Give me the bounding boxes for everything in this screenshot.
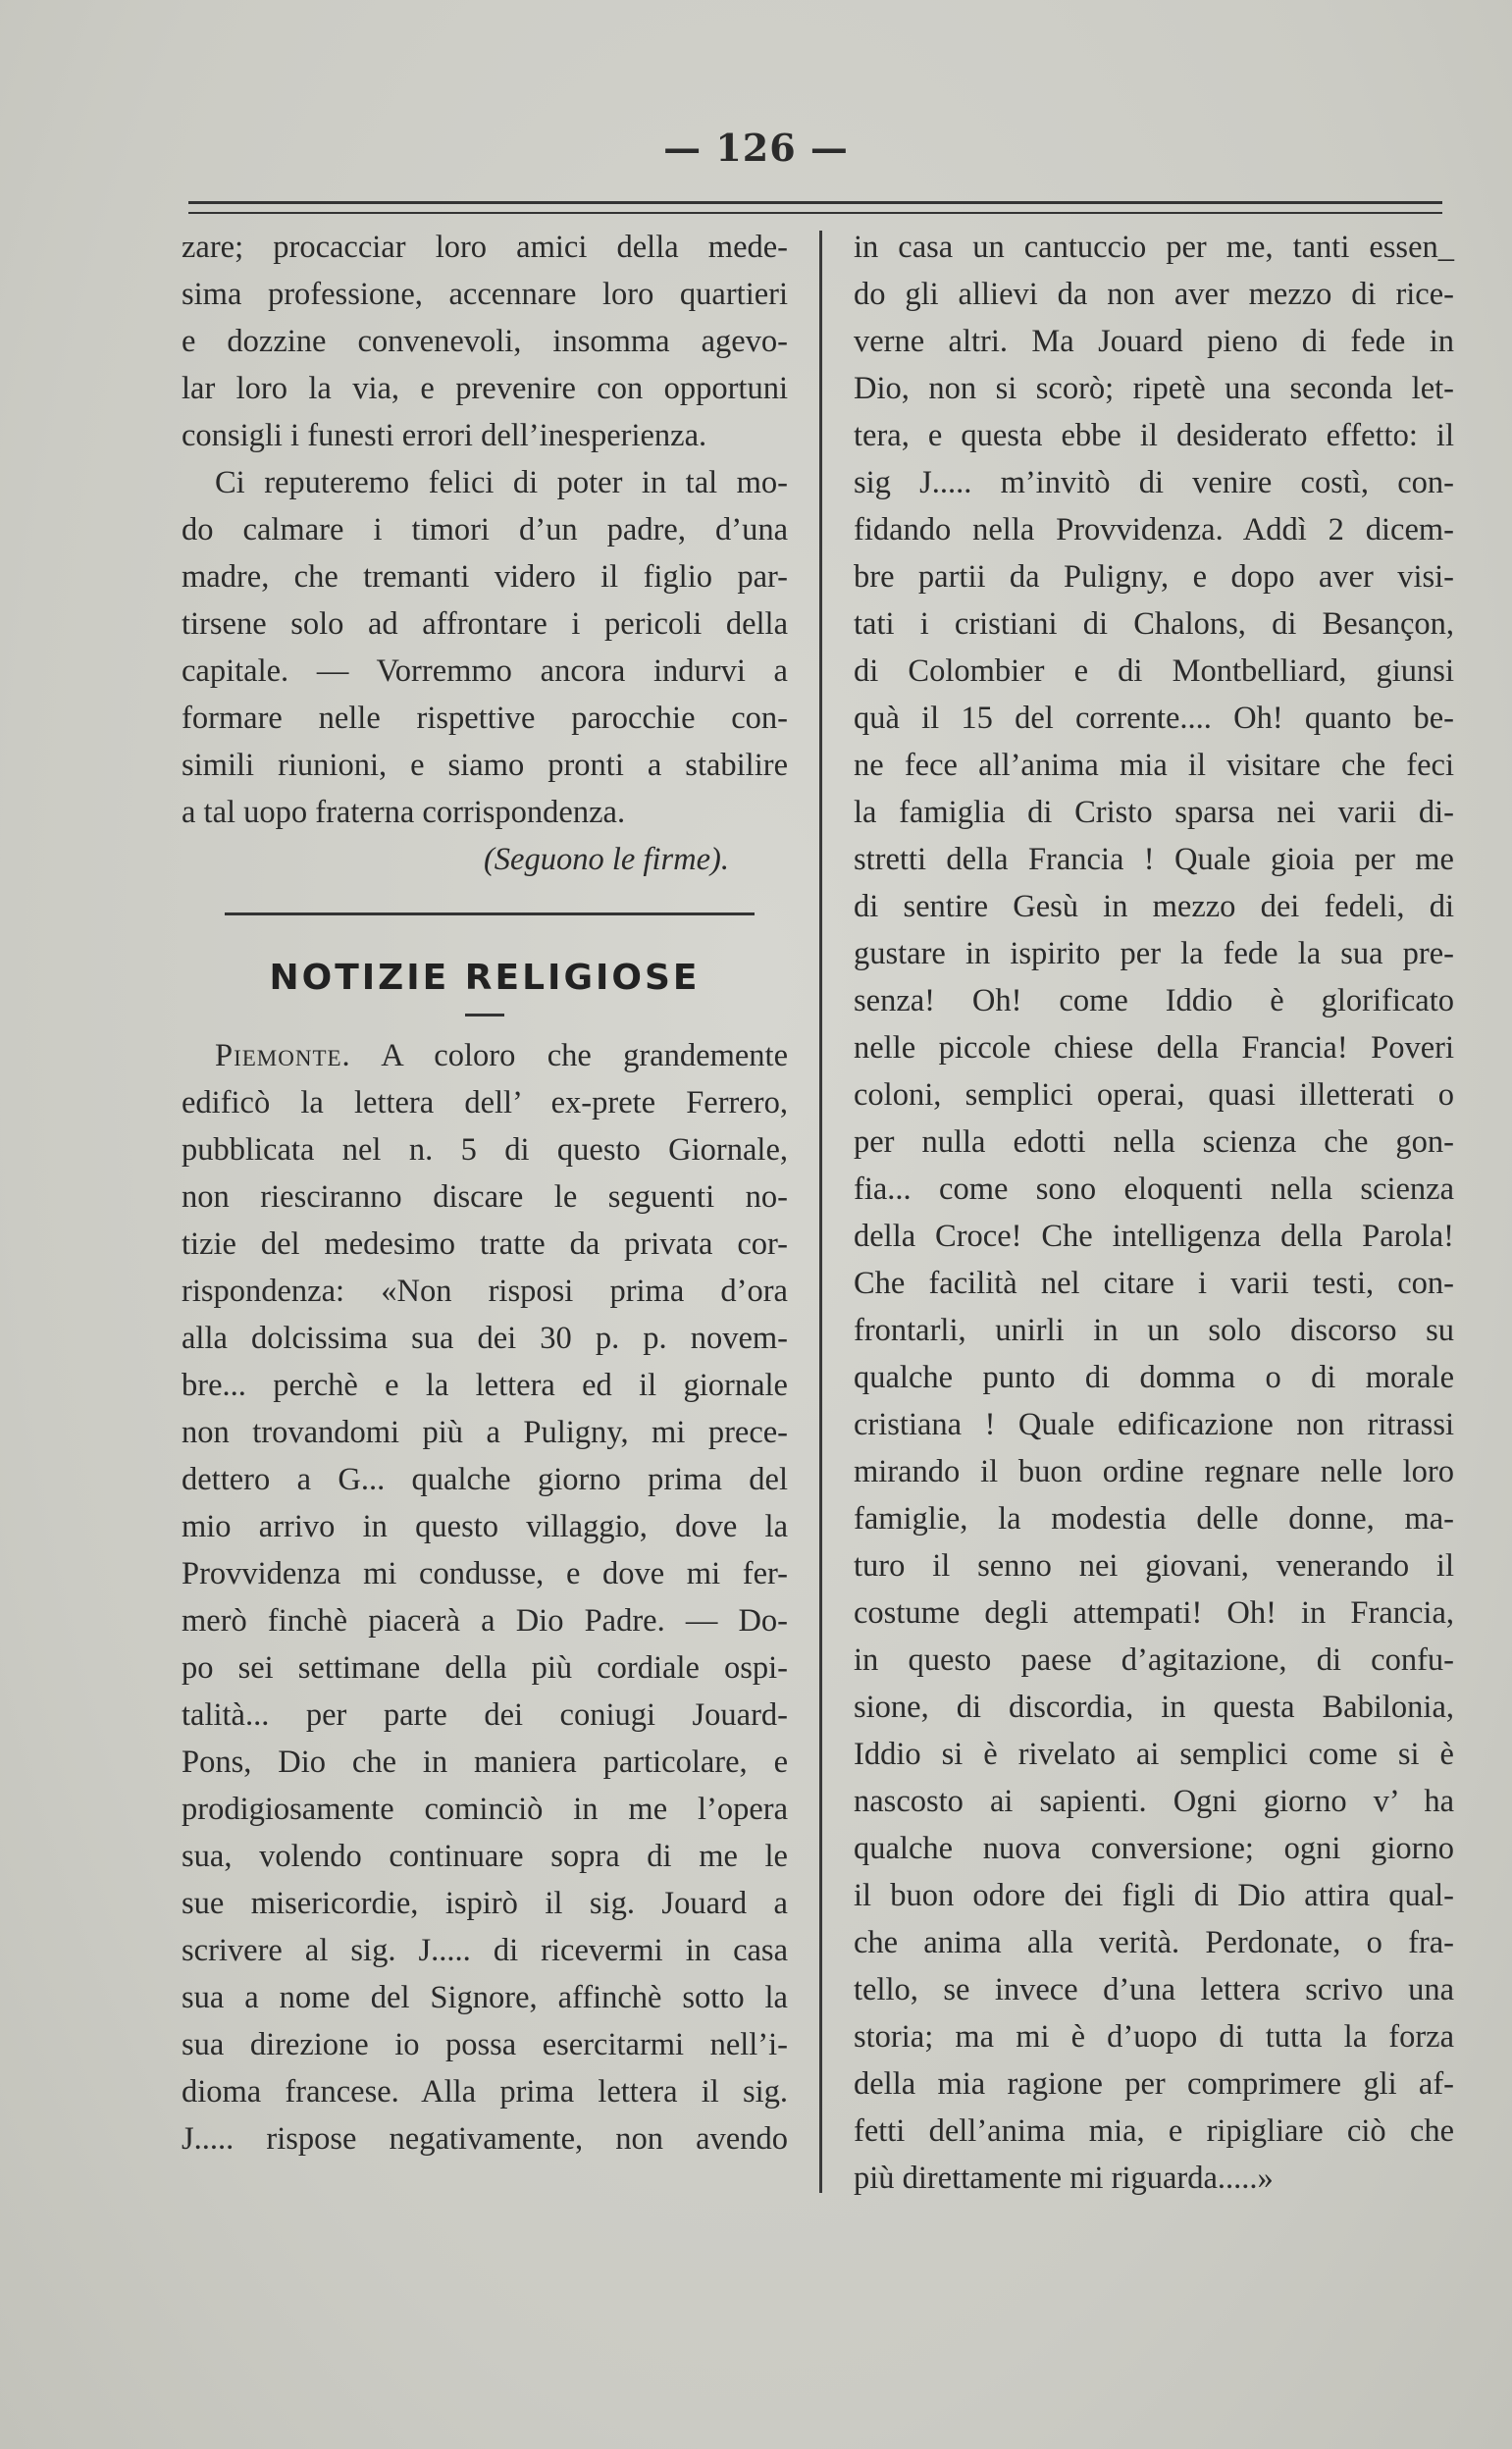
text-line: a tal uopo fraterna corrispondenza.: [182, 795, 626, 830]
text-line: sig J..... m’invitò di venire costì, con-: [854, 465, 1454, 500]
text-line: qualche nuova conversione; ogni giorno: [854, 1831, 1454, 1866]
text-line: la famiglia di Cristo sparsa nei varii di-: [854, 795, 1454, 830]
column-divider: [819, 231, 822, 2193]
text-line: Dio, non si scorò; ripetè una seconda let-: [854, 371, 1454, 406]
text-line: nelle piccole chiese della Francia! Poveri: [854, 1030, 1454, 1066]
text-line: formare nelle rispettive parocchie con-: [182, 701, 788, 736]
text-line: bre partii da Puligny, e dopo aver visi-: [854, 559, 1454, 595]
text-line: in casa un cantuccio per me, tanti essen_: [854, 230, 1454, 265]
text-line: scrivere al sig. J..... di ricevermi in casa: [182, 1933, 788, 1968]
text-line: e dozzine convenevoli, insomma agevo-: [182, 324, 788, 359]
text-line: della mia ragione per comprimere gli af-: [854, 2066, 1454, 2102]
section-divider-rule: [225, 912, 755, 915]
text-line: il buon odore dei figli di Dio attira qual-: [854, 1878, 1454, 1913]
text-line: prodigiosamente cominciò in me l’opera: [182, 1792, 788, 1827]
text-line: talità... per parte dei coniugi Jouard-: [182, 1697, 788, 1733]
text-line: dioma francese. Alla prima lettera il sig.: [182, 2074, 788, 2110]
text-line: tera, e questa ebbe il desiderato effetto: il: [854, 418, 1454, 453]
text-line: della Croce! Che intelligenza della Parola!: [854, 1219, 1454, 1254]
region-label: Piemonte.: [215, 1038, 351, 1073]
text-line: merò finchè piacerà a Dio Padre. — Do-: [182, 1603, 788, 1639]
text-line: sua, volendo continuare sopra di me le: [182, 1839, 788, 1874]
text-line: capitale. — Vorremmo ancora indurvi a: [182, 653, 788, 689]
text-line: che anima alla verità. Perdonate, o fra-: [854, 1925, 1454, 1960]
text-line: senza! Oh! come Iddio è glorificato: [854, 983, 1454, 1018]
text-line: più direttamente mi riguarda.....»: [854, 2161, 1274, 2196]
header-rule: [188, 201, 1442, 214]
text-line: madre, che tremanti videro il figlio par-: [182, 559, 788, 595]
text-line: rispondenza: «Non risposi prima d’ora: [182, 1274, 788, 1309]
text-line: tati i cristiani di Chalons, di Besançon,: [854, 606, 1454, 642]
text-line: stretti della Francia ! Quale gioia per me: [854, 842, 1454, 877]
text-line: in questo paese d’agitazione, di confu-: [854, 1642, 1454, 1678]
text-line: Che facilità nel citare i varii testi, con-: [854, 1266, 1454, 1301]
text-line: J..... rispose negativamente, non avendo: [182, 2121, 788, 2157]
text-line: quà il 15 del corrente.... Oh! quanto be-: [854, 701, 1454, 736]
text-run: A coloro che grandemente: [350, 1038, 788, 1073]
text-line: bre... perchè e la lettera ed il giornale: [182, 1368, 788, 1403]
right-column-text: [854, 224, 1454, 2202]
text-line: do gli allievi da non aver mezzo di rice-: [854, 277, 1454, 312]
text-line: alla dolcissima sua dei 30 p. p. novem-: [182, 1321, 788, 1356]
text-line: coloni, semplici operai, quasi illetterati o: [854, 1077, 1454, 1113]
text-line: nascosto ai sapienti. Ogni giorno v’ ha: [854, 1784, 1454, 1819]
text-line: Pons, Dio che in maniera particolare, e: [182, 1745, 788, 1780]
text-line: do calmare i timori d’un padre, d’una: [182, 512, 788, 547]
text-line: tello, se invece d’una lettera scrivo una: [854, 1972, 1454, 2007]
text-line: edificò la lettera dell’ ex-prete Ferrero,: [182, 1085, 788, 1120]
page-number: — 126 —: [663, 126, 849, 170]
text-line: tizie del medesimo tratte da privata cor-: [182, 1226, 788, 1262]
text-line: sima professione, accennare loro quartieri: [182, 277, 788, 312]
text-line: Iddio si è rivelato ai semplici come si è: [854, 1737, 1454, 1772]
text-line: per nulla edotti nella scienza che gon-: [854, 1124, 1454, 1160]
text-line: non riesciranno discare le seguenti no-: [182, 1179, 788, 1215]
text-line: simili riunioni, e siamo pronti a stabilire: [182, 748, 788, 783]
text-line: tirsene solo ad affrontare i pericoli della: [182, 606, 788, 642]
text-line: verne altri. Ma Jouard pieno di fede in: [854, 324, 1454, 359]
text-line: frontarli, unirli in un solo discorso su: [854, 1313, 1454, 1348]
text-line: zare; procacciar loro amici della mede-: [182, 230, 788, 265]
text-line: [182, 1032, 788, 1079]
text-line: Ci reputeremo felici di poter in tal mo-: [215, 465, 788, 500]
text-line: lar loro la via, e prevenire con opportuni: [182, 371, 788, 406]
text-line: storia; ma mi è d’uopo di tutta la forza: [854, 2019, 1454, 2055]
text-line: sua a nome del Signore, affinchè sotto la: [182, 1980, 788, 2015]
text-line: di sentire Gesù in mezzo dei fedeli, di: [854, 889, 1454, 924]
text-line: ne fece all’anima mia il visitare che feci: [854, 748, 1454, 783]
title-ornament-dash: [465, 1014, 504, 1016]
text-line: pubblicata nel n. 5 di questo Giornale,: [182, 1132, 788, 1168]
signature-note: (Seguono le firme).: [483, 842, 729, 877]
text-line: costume degli attempati! Oh! in Francia,: [854, 1595, 1454, 1631]
text-line: mirando il buon ordine regnare nelle loro: [854, 1454, 1454, 1489]
text-line: turo il senno nei giovani, venerando il: [854, 1548, 1454, 1584]
left-column-top-text: [182, 224, 788, 836]
text-line: sione, di discordia, in questa Babilonia,: [854, 1690, 1454, 1725]
text-line: cristiana ! Quale edificazione non ritrassi: [854, 1407, 1454, 1442]
right-column: [854, 224, 1454, 2202]
text-line: Provvidenza mi condusse, e dove mi fer-: [182, 1556, 788, 1591]
text-line: sue misericordie, ispirò il sig. Jouard a: [182, 1886, 788, 1921]
left-column-news-text: [182, 1032, 788, 2162]
section-title: NOTIZIE RELIGIOSE: [269, 958, 701, 998]
left-column: [182, 224, 788, 2162]
text-line: non trovandomi più a Puligny, mi prece-: [182, 1415, 788, 1450]
text-line: dettero a G... qualche giorno prima del: [182, 1462, 788, 1497]
text-line: consigli i funesti errori dell’inesperienza.: [182, 418, 707, 453]
text-line: fetti dell’anima mia, e ripigliare ciò che: [854, 2113, 1454, 2149]
text-line: gustare in ispirito per la fede la sua pre-: [854, 936, 1454, 971]
text-line: di Colombier e di Montbelliard, giunsi: [854, 653, 1454, 689]
text-line: fia... come sono eloquenti nella scienza: [854, 1172, 1454, 1207]
text-line: famiglie, la modestia delle donne, ma-: [854, 1501, 1454, 1537]
text-line: po sei settimane della più cordiale ospi-: [182, 1650, 788, 1686]
text-line: mio arrivo in questo villaggio, dove la: [182, 1509, 788, 1544]
text-line: fidando nella Provvidenza. Addì 2 dicem-: [854, 512, 1454, 547]
text-line: qualche punto di domma o di morale: [854, 1360, 1454, 1395]
text-line: sua direzione io possa esercitarmi nell’i-: [182, 2027, 788, 2062]
